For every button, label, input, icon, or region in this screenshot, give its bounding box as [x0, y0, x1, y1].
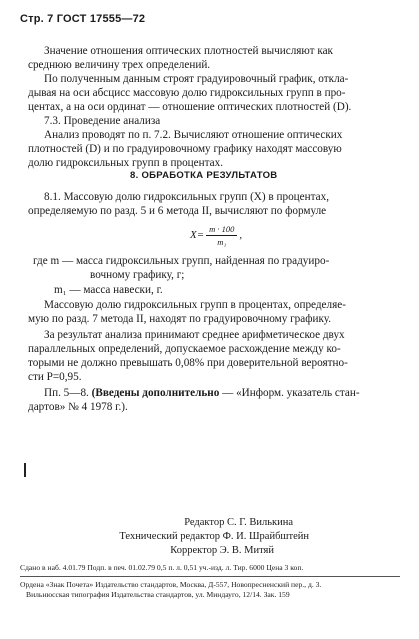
formula-denominator: m₁ — [217, 237, 227, 247]
corrector-credit: Корректор Э. В. Митяй — [170, 545, 274, 556]
editor-credit: Редактор С. Г. Вилькина — [184, 517, 293, 528]
formula-legend-line: m₁ — масса навески, г. — [54, 284, 163, 296]
imprint-divider — [20, 576, 400, 577]
section-title: 8. ОБРАБОТКА РЕЗУЛЬТАТОВ — [130, 170, 278, 181]
paragraph-line: Анализ проводят по п. 7.2. Вычисляют отношение оптических — [44, 129, 343, 141]
paragraph-line: сти P=0,95. — [28, 371, 82, 383]
paragraph-line: долю гидроксильных групп в процентах. — [28, 157, 223, 169]
amendment-rest: — «Информ. указатель стан- — [219, 387, 360, 399]
paragraph-line: По полученным данным строят градуировочный график, откла- — [44, 73, 349, 85]
formula-legend-line: где m — масса гидроксильных групп, найденная по градуиро- — [33, 255, 330, 267]
tech-editor-credit: Технический редактор Ф. И. Шрайбштейн — [119, 531, 309, 542]
paragraph-line: центах, а на оси ординат — отношение оптических плотностей (D). — [28, 101, 352, 113]
imprint-line: Ордена «Знак Почета» Издательство стандартов, Москва, Д-557, Новопресненский пер., д. 3. — [20, 580, 322, 589]
subsection-heading: 7.3. Проведение анализа — [44, 115, 161, 127]
imprint-line: Вильнюсская типография Издательства стандартов, ул. Миндауго, 12/14. Зак. 159 — [26, 590, 290, 599]
paragraph-line: среднюю величину трех определений. — [28, 59, 211, 71]
paragraph-line: Массовую долю гидроксильных групп в процентах, определяе- — [44, 299, 346, 311]
paragraph-line: плотностей (D) и по градуировочному графику находят массовую — [28, 143, 342, 155]
amendment-bold: (Введены дополнительно — [91, 387, 220, 399]
amendment-note — [44, 386, 360, 400]
margin-mark — [24, 463, 26, 477]
paragraph-line: дывая на оси абсцисс массовую долю гидроксильных групп в про- — [28, 87, 346, 99]
paragraph-line: дартов» № 4 1978 г.). — [28, 401, 128, 413]
formula — [190, 224, 242, 247]
paragraph-line: 8.1. Массовую долю гидроксильных групп (X) в процентах, — [44, 191, 329, 203]
formula-numerator: m · 100 — [206, 224, 237, 236]
imprint-line: Сдано в наб. 4.01.79 Подп. в печ. 01.02.79 0,5 п. л. 0,51 уч.-изд. л. Тир. 6000 Цена 3 коп. — [20, 563, 304, 572]
formula-lhs: X= — [190, 229, 205, 242]
paragraph-line: Значение отношения оптических плотностей вычисляют как — [44, 45, 333, 57]
formula-fraction — [206, 224, 237, 247]
formula-tail: , — [239, 229, 243, 242]
page-header: Стр. 7 ГОСТ 17555—72 — [20, 13, 146, 25]
paragraph-line: За результат анализа принимают среднее арифметическое двух — [44, 329, 345, 341]
paragraph-line: определяемую по разд. 5 и 6 метода II, вычисляют по формуле — [28, 205, 327, 217]
formula-legend-line: вочному графику, г; — [90, 269, 185, 281]
paragraph-line: мую по разд. 7 метода II, находят по градуировочному графику. — [28, 313, 332, 325]
amendment-ref: Пп. 5—8. — [44, 387, 92, 399]
paragraph-line: торыми не должно превышать 0,08% при доверительной вероятно- — [28, 357, 348, 369]
paragraph-line: параллельных определений, допускаемое расхождение между ко- — [28, 343, 341, 355]
